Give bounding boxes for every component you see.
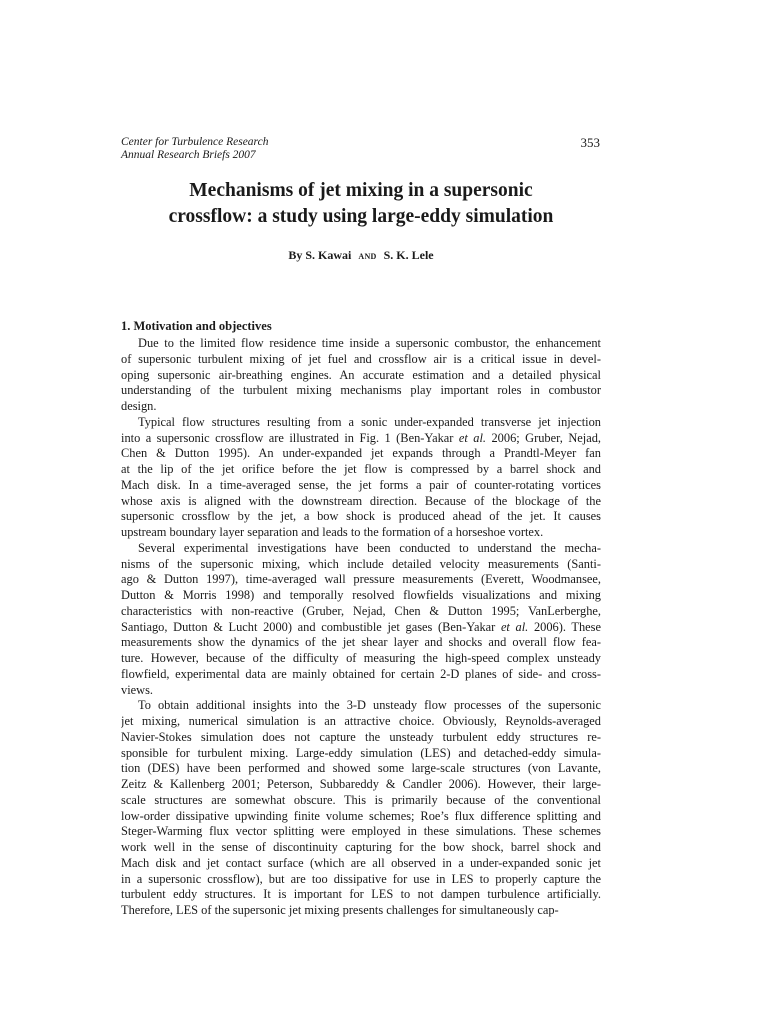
text-line: oping supersonic air-breathing engines. An accurate estimation and a detailed physical: [121, 367, 601, 382]
text-line: of supersonic turbulent mixing of jet fuel and crossflow air is a critical issue in devel-: [121, 351, 601, 366]
page-number: 353: [580, 135, 600, 150]
text-line: design.: [121, 399, 157, 413]
text-line: views.: [121, 682, 154, 697]
text-line: flowfield, experimental data are mainly obtained for certain 2-D planes of side- and cross-: [121, 666, 601, 681]
text-line: Navier-Stokes simulation does not capture the unsteady turbulent eddy structures re-: [121, 729, 601, 744]
text-line: sponsible for turbulent mixing. Large-eddy simulation (LES) and detached-eddy simula-: [121, 745, 601, 760]
text-line: ago & Dutton 1997), time-averaged wall pressure measurements (Everett, Woodmansee,: [121, 572, 601, 587]
text-line: low-order dissipative upwinding finite volume schemes; Roe’s flux difference splitting and: [121, 808, 601, 823]
text-line: understanding of the turbulent mixing mechanisms play important roles in combustor: [121, 383, 601, 398]
text-line: Therefore, LES of the supersonic jet mixing presents challenges for simultaneously cap-: [121, 903, 559, 917]
text-line: supersonic crossflow by the jet, a bow shock is produced ahead of the jet. It causes: [121, 509, 601, 524]
header-institution: Center for Turbulence Research: [121, 136, 269, 148]
text-line: whose axis is aligned with the downstream direction. Because of the blockage of the: [121, 493, 601, 508]
title-line-1: Mechanisms of jet mixing in a supersonic: [189, 180, 533, 201]
text-line: Dutton & Morris 1998) and temporally resolved flowfields visualizations and mixing: [121, 588, 601, 602]
running-header: [121, 136, 601, 162]
title-line-2: crossflow: a study using large-eddy simulation: [168, 206, 554, 227]
text-line: Mach disk and jet contact surface (which are all observed in a under-expanded sonic jet: [121, 855, 601, 870]
text-line: upstream boundary layer separation and leads to the formation of a horseshoe vortex.: [121, 525, 544, 539]
paragraph: [121, 698, 601, 919]
text-line: Due to the limited flow residence time inside a supersonic combustor, the enhancement: [138, 336, 601, 350]
text-line: To obtain additional insights into the 3-D unsteady flow processes of the supersonic: [138, 698, 601, 713]
text-line: measurements show the dynamics of the jet shear layer and shocks and overall flow fea-: [121, 635, 601, 650]
text-line: characteristics with non-reactive (Gruber, Nejad, Chen & Dutton 1995; VanLerberghe,: [121, 603, 601, 618]
text-line: Several experimental investigations have been conducted to understand the mecha-: [138, 540, 601, 555]
text-line: work well in the sense of discontinuity capturing for the bow shock, barrel shock and: [121, 840, 601, 854]
text-line: at the lip of the jet orifice before the jet flow is compressed by a barrel shock and: [121, 462, 601, 476]
text-line: turbulent eddy structures. It is important for LES to not dampen turbulence artificially.: [121, 887, 601, 902]
header-publication: Annual Research Briefs 2007: [121, 149, 256, 161]
author-line: [121, 248, 601, 263]
text-line: jet mixing, numerical simulation is an attractive choice. Obviously, Reynolds-averaged: [121, 714, 601, 728]
paragraph: [121, 541, 601, 699]
paper-title: [121, 178, 601, 230]
text-line: in a supersonic crossflow), but are too dissipative for use in LES to properly capture the: [121, 871, 601, 886]
text-line: Santiago, Dutton & Lucht 2000) and combustible jet gases (Ben-Yakar et al. 2006). These: [121, 619, 601, 634]
text-line: nisms of the supersonic mixing, which include detailed velocity measurements (Santi-: [121, 556, 601, 571]
text-line: Steger-Warming flux vector splitting were employed in these simulations. These schemes: [121, 824, 601, 839]
section-heading: 1. Motivation and objectives: [121, 319, 272, 333]
author-2: S. K. Lele: [383, 248, 434, 262]
text-line: Typical flow structures resulting from a sonic under-expanded transverse jet injection: [138, 414, 601, 429]
body-text: [121, 336, 601, 919]
paragraph: [121, 336, 601, 415]
text-line: scale structures are somewhat obscure. This is primarily because of the conventional: [121, 792, 601, 807]
text-line: Mach disk. In a time-averaged sense, the jet forms a pair of counter-rotating vortices: [121, 477, 601, 492]
text-line: ture. However, because of the difficulty of measuring the high-speed complex unsteady: [121, 651, 601, 665]
author-prefix: By: [288, 248, 303, 262]
author-conjunction: and: [358, 250, 377, 262]
text-line: tion (DES) have been performed and showed some large-scale structures (von Lavante,: [121, 761, 601, 776]
paragraph: [121, 415, 601, 541]
text-line: Chen & Dutton 1995). An under-expanded jet expands through a Prandtl-Meyer fan: [121, 446, 601, 461]
text-line: Zeitz & Kallenberg 2001; Peterson, Subbareddy & Candler 2006). However, their large-: [121, 777, 601, 791]
author-1: S. Kawai: [305, 248, 352, 262]
text-line: into a supersonic crossflow are illustrated in Fig. 1 (Ben-Yakar et al. 2006; Gruber, Nejad,: [121, 430, 601, 445]
